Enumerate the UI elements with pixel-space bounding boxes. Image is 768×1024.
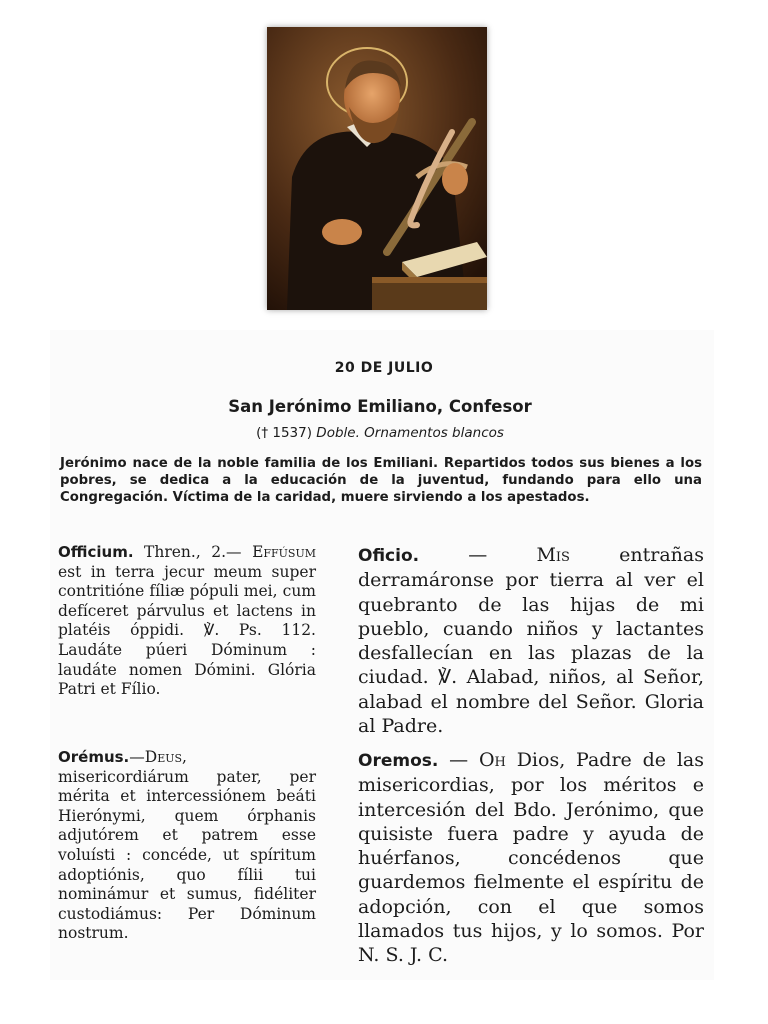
collect-latin-initial: Deus, [144,748,187,766]
introit-latin-text: est in terra jecur meum super contritióne fíliæ pópuli mei, cum defíceret párvulus et lactens in platéis óppidi. ℣. Ps. 112. Laudáte púeri Dóminum : laudáte nomen Dómini. Glória Patri et Fílio. [58,562,316,699]
collect-spanish-initial: Oh [478,749,506,771]
saint-portrait [267,27,487,310]
collect-latin-text: misericordiárum pater, per mérita et intercessiónem beáti Hierónymi, quem órphanis adjutórem et patrem esse voluísti : concéde, ut spíritum adoptiónis, quo fílii tui nominámur et sumus, fidéliter custodiámus: Per Dóminum nostrum. [58,767,316,943]
collect-spanish-label: Oremos. [358,751,439,771]
introit-spanish-dash: — [468,544,488,566]
collect-spanish-text: Dios, Padre de las misericordias, por los méritos e intercesión del Bdo. Jerónimo, que quisiste fuera padre y ayuda de huérfanos, concédenos que guardemos fielmente el espíritu de adopción, con el que somos llamados tus hijos, y lo somos. Por N. S. J. C. [358,749,704,967]
collect-latin-dash: — [129,748,145,766]
life-summary: Jerónimo nace de la noble familia de los Emiliani. Repartidos todos sus bienes a los pobres, se dedica a la educación de la juventud, fundando para ello una Congregación. Víctima de la caridad, muere sirviendo a los apestados. [60,456,702,505]
introit-spanish-label: Oficio. [358,546,420,566]
introit-latin-label: Officium. [58,543,134,561]
death-year: († 1537) [256,425,312,441]
feast-title: San Jerónimo Emiliano, Confesor [228,397,532,416]
introit-latin [58,543,316,700]
introit-spanish-initial: Mis [536,544,570,566]
feast-subtitle [0,425,760,441]
introit-spanish-text: entrañas derramáronse por tierra al ver el quebranto de las hijas de mi pueblo, cuando niños y lactantes desfallecían en las plazas de la ciudad. ℣. Alabad, niños, al Señor, alabad el nombre del Señor. Gloria al Padre. [358,544,704,738]
introit-spanish [358,543,704,738]
feast-date: 20 DE JULIO [334,360,434,376]
collect-latin [58,748,316,944]
collect-spanish-dash: — [449,749,469,771]
rite-rank: Doble. Ornamentos blancos [316,425,504,441]
collect-spanish [358,748,704,968]
introit-latin-initial: Effúsum [252,543,316,561]
collect-latin-label: Orémus. [58,748,130,766]
introit-latin-ref: Thren., 2.— [144,543,242,561]
